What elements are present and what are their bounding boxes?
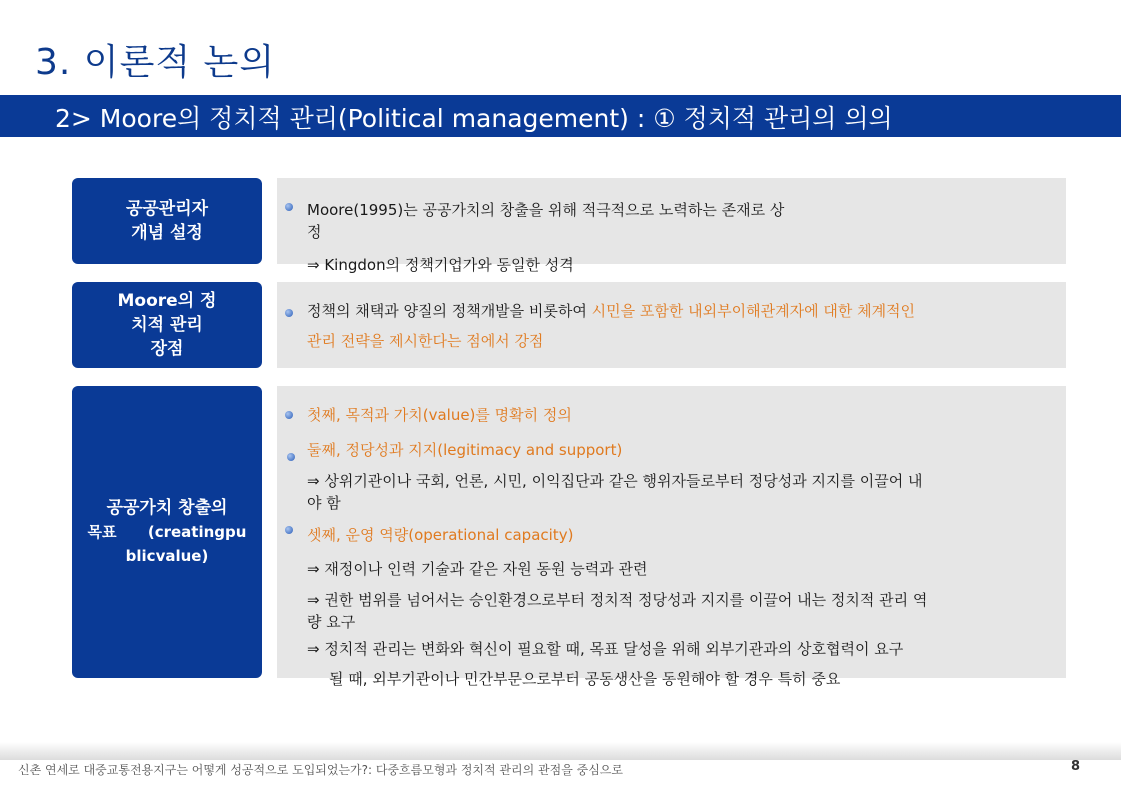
footer-text: 신촌 연세로 대중교통전용지구는 어떻게 성공적으로 도입되었는가?: 다중흐름모형과 정치적 관리의 관점을 중심으로 [18, 763, 623, 777]
label-line: 장점 [150, 339, 184, 359]
content-line: Moore(1995)는 공공가치의 창출을 위해 적극적으로 노력하는 존재로 상 [307, 201, 785, 219]
content-line: 될 때, 외부기관이나 민간부문으로부터 공동생산을 동원해야 할 경우 특히 중요 [329, 670, 841, 688]
content-line: ⇒ 권한 범위를 넘어서는 승인환경으로부터 정치적 정당성과 지지를 이끌어 내는 정치적 관리 역 [307, 591, 928, 609]
label-line: 공공관리자 [125, 199, 209, 219]
content-manager-concept [277, 178, 1066, 274]
content-line: 정책의 채택과 양질의 정책개발을 비롯하여 시민을 포함한 내외부이해관계자에 대한 체계적인 [307, 302, 916, 320]
label-line: Moore의 정 [117, 291, 217, 311]
bullet-icon [285, 411, 293, 419]
content-line: ⇒ 상위기관이나 국회, 언론, 시민, 이익집단과 같은 행위자들로부터 정당성과 지지를 이끌어 내 [307, 472, 923, 490]
content-line: 야 함 [307, 494, 341, 512]
slide-title: 3. 이론적 논의 [35, 42, 276, 83]
content-public-value-goal [277, 386, 1066, 688]
content-line: ⇒ 정치적 관리는 변화와 혁신이 필요할 때, 목표 달성을 위해 외부기관과의 상호협력이 요구 [307, 640, 904, 658]
section-banner [0, 95, 1121, 137]
page-number: 8 [1071, 759, 1081, 774]
content-line: 량 요구 [307, 613, 356, 631]
content-line: 첫째, 목적과 가치(value)를 명확히 정의 [307, 406, 572, 424]
label-line: 개념 설정 [131, 223, 203, 243]
content-moore-strength [277, 282, 1066, 368]
footer-bar [0, 742, 1121, 760]
label-line: 공공가치 창출의 [106, 498, 228, 518]
content-line: ⇒ Kingdon의 정책기업가와 동일한 성격 [307, 256, 574, 274]
label-manager-concept [72, 178, 262, 264]
label-line: 목표 (creatingpu [87, 523, 247, 541]
bullet-icon [285, 203, 293, 211]
content-line: 둘째, 정당성과 지지(legitimacy and support) [307, 441, 623, 459]
content-line: ⇒ 재정이나 인력 기술과 같은 자원 동원 능력과 관련 [307, 560, 648, 578]
content-line: 정 [307, 223, 322, 241]
bullet-icon [287, 453, 295, 461]
label-line: blicvalue) [125, 547, 209, 565]
content-line: 셋째, 운영 역량(operational capacity) [307, 526, 574, 544]
label-line: 치적 관리 [131, 315, 203, 335]
banner-text: 2> Moore의 정치적 관리(Political management) : ① 정치적 관리의 의의 [55, 104, 893, 133]
label-public-value-goal [72, 386, 262, 678]
highlight-text: 시민을 포함한 내외부이해관계자에 대한 체계적인 [591, 302, 916, 320]
bullet-icon [285, 526, 293, 534]
content-line: 관리 전략을 제시한다는 점에서 강점 [307, 332, 544, 350]
bullet-icon [285, 309, 293, 317]
label-moore-strength [72, 282, 262, 368]
